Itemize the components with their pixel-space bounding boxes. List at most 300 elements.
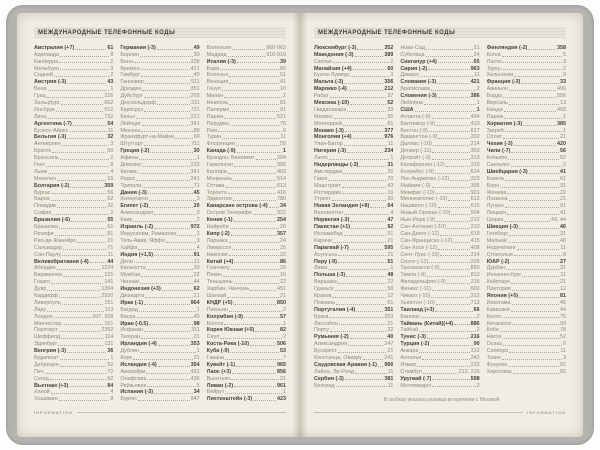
phone-code: 947 [190, 396, 200, 403]
place-name: Иран (-0,5) [120, 320, 149, 327]
phone-code: 43 [107, 79, 114, 86]
phone-code: 32 [107, 134, 114, 141]
city-code-row [34, 237, 113, 244]
dot-leader [62, 324, 103, 325]
dot-leader [348, 345, 383, 346]
place-name: Колумбия (-9) [206, 313, 243, 320]
dot-leader [225, 359, 282, 360]
place-name: Чехия (-3) [486, 141, 513, 148]
dot-leader [228, 56, 266, 57]
phone-code: 403 [276, 168, 286, 175]
phone-code: 963 [470, 65, 480, 72]
right-page-header-band [314, 27, 566, 38]
codes-column-3 [207, 44, 286, 402]
place-name: Тайвань (Китай)(+4) [400, 320, 453, 327]
phone-code: 389 [384, 51, 394, 58]
phone-code: 619 [470, 230, 480, 237]
phone-code: 11 [474, 72, 480, 79]
city-code-row [120, 175, 199, 182]
city-code-row [400, 347, 479, 354]
phone-code: 8 [110, 51, 114, 58]
city-code-row [314, 175, 393, 182]
phone-code: 323 [470, 175, 480, 182]
phone-code: 24 [279, 237, 286, 244]
place-name: Тунис (-3) [400, 334, 426, 341]
phone-code: 352 [384, 44, 394, 51]
phone-code: 850 [470, 265, 480, 272]
place-name: Пхеньян [206, 306, 228, 313]
place-name: Грац [34, 93, 46, 100]
city-code-row [34, 361, 113, 368]
place-name: Китай (+4) [206, 258, 234, 265]
city-code-row [314, 154, 393, 161]
dot-leader [426, 49, 473, 50]
dot-leader [158, 345, 190, 346]
phone-code: 52 [107, 196, 114, 203]
place-name: Зальцбург [34, 100, 60, 107]
place-name: Даллас (-10) [400, 141, 432, 148]
dot-leader [67, 352, 106, 353]
country-code-row [400, 306, 479, 313]
phone-code: 80 [279, 65, 286, 72]
place-name: Таллахасси (-9) [400, 265, 440, 272]
phone-code: 15 [107, 175, 114, 182]
place-name: Лима [314, 265, 328, 272]
phone-code: 241 [384, 354, 394, 361]
place-name: Олафсвик [120, 375, 146, 382]
city-code-row [400, 202, 479, 209]
dot-leader [230, 228, 279, 229]
place-name: Торонто [206, 189, 227, 196]
phone-code: 81 [559, 292, 566, 299]
phone-code: 210 [470, 224, 480, 231]
country-code-row [120, 251, 199, 258]
dot-leader [514, 255, 562, 256]
dot-leader [150, 152, 193, 153]
place-name: Загреб [486, 127, 504, 134]
place-name: Гавана [206, 354, 225, 361]
place-name: Лугано [486, 203, 504, 210]
dot-leader [52, 152, 106, 153]
city-code-row [120, 292, 199, 299]
country-code-row [207, 216, 286, 223]
dot-leader [157, 104, 190, 105]
place-name: Буэнос-Айрес [34, 127, 69, 134]
dot-leader [426, 56, 473, 57]
dot-leader [269, 207, 279, 208]
left-page-header-band [34, 27, 286, 38]
country-code-row [207, 258, 286, 265]
phone-code: 254 [276, 217, 286, 224]
place-name: Веллингтон [314, 210, 344, 217]
place-name: Базель [486, 175, 505, 182]
city-code-row [487, 230, 566, 237]
dot-leader [508, 366, 559, 367]
place-name: Бразилиа [34, 224, 59, 231]
place-name: Миннеаполис (-10) [400, 196, 448, 203]
dot-leader [51, 200, 107, 201]
place-name: Инсбрук [34, 106, 55, 113]
place-name: Кейптаун [486, 279, 510, 286]
country-code-row [314, 44, 393, 51]
phone-code: 1304 [101, 286, 114, 293]
dot-leader [250, 345, 276, 346]
place-name: Калифорния (-12) [400, 162, 445, 169]
city-code-row [34, 299, 113, 306]
dot-leader [423, 373, 458, 374]
phone-code: 30 [193, 51, 200, 58]
city-code-row [314, 168, 393, 175]
phone-code: 1 [196, 155, 200, 162]
phone-code: 33 [387, 106, 394, 113]
city-code-row [400, 251, 479, 258]
phone-code: 2 [562, 65, 566, 72]
city-code-row [314, 106, 393, 113]
phone-code: 21 [193, 354, 200, 361]
phone-code: 451 [276, 286, 286, 293]
dot-leader [348, 90, 384, 91]
place-name: Киото [486, 313, 502, 320]
dot-leader [344, 235, 387, 236]
phone-code: 905 [276, 162, 286, 169]
phone-code: 8 [562, 251, 566, 258]
place-name: Гамильтон [206, 162, 233, 169]
dot-leader [52, 193, 107, 194]
place-name: Кипр (-2) [206, 230, 230, 237]
phone-code: 21 [193, 334, 200, 341]
phone-code: 490 [556, 86, 566, 93]
phone-code: 421 [470, 79, 480, 86]
phone-code: 241 [190, 175, 200, 182]
dot-leader [346, 276, 386, 277]
city-code-row [487, 271, 566, 278]
dot-leader [351, 228, 386, 229]
phone-code: 7 [282, 354, 286, 361]
place-name: Лихтенштейн (-3) [206, 396, 253, 403]
phone-code: 55 [107, 217, 114, 224]
place-name: Карачи [314, 237, 332, 244]
phone-code: 12 [559, 286, 566, 293]
dot-leader [175, 138, 192, 139]
phone-code: 62 [193, 286, 200, 293]
phone-code: 202 [470, 134, 480, 141]
phone-code: 20 [279, 224, 286, 231]
dot-leader [134, 262, 193, 263]
place-name: Дамаск [400, 72, 419, 79]
place-name: Печ [34, 368, 44, 375]
place-name: КНДР (+5) [206, 299, 233, 306]
dot-leader [220, 69, 279, 70]
phone-code: 514 [276, 175, 286, 182]
city-code-row [487, 51, 566, 58]
place-name: Милан [206, 93, 224, 100]
phone-code: 385 [556, 120, 566, 127]
phone-code: 253 [384, 313, 394, 320]
city-code-row [400, 44, 479, 51]
phone-code: 86 [279, 258, 286, 265]
city-code-row [400, 271, 479, 278]
dot-leader [232, 373, 276, 374]
phone-code: 2 [110, 72, 114, 79]
dot-leader [503, 138, 559, 139]
dot-leader [62, 255, 107, 256]
country-code-row [207, 147, 286, 154]
dot-leader [134, 62, 190, 63]
dot-leader [507, 214, 559, 215]
place-name: Ресифи [34, 230, 54, 237]
country-code-row [120, 285, 199, 292]
dot-leader [509, 90, 556, 91]
dot-leader [347, 152, 383, 153]
place-name: Дебрецен [34, 361, 59, 368]
place-name: Кавасаки [486, 306, 510, 313]
left-page-columns [34, 44, 286, 402]
phone-code: 341 [190, 168, 200, 175]
dot-leader [433, 145, 470, 146]
dot-leader [334, 118, 387, 119]
phone-code: 2 [110, 210, 114, 217]
country-code-row [207, 347, 286, 354]
dot-leader [55, 235, 107, 236]
dot-leader [512, 324, 559, 325]
city-code-row [34, 99, 113, 106]
place-name: Бостон (-9) [400, 127, 428, 134]
city-code-row [207, 154, 286, 161]
place-name: Лахти [486, 58, 502, 65]
phone-code: 1 [196, 348, 200, 355]
dot-leader [511, 311, 559, 312]
dot-leader [505, 180, 559, 181]
place-name: Родос [120, 175, 136, 182]
place-name: Пловдив [34, 203, 56, 210]
city-code-row [314, 340, 393, 347]
phone-code: 615 [470, 203, 480, 210]
phone-code: 39 [279, 58, 286, 65]
place-name: Стокгольм [486, 251, 513, 258]
place-name: Дания (-3) [120, 189, 147, 196]
dot-leader [250, 290, 276, 291]
phone-code: 1 [390, 265, 394, 272]
dot-leader [513, 373, 559, 374]
dot-leader [328, 269, 389, 270]
dot-leader [57, 180, 106, 181]
country-code-row [34, 382, 113, 389]
place-name: Бирмингем [34, 272, 62, 279]
city-code-row [487, 368, 566, 375]
place-name: Финикс (-11) [400, 286, 432, 293]
phone-code: 141 [104, 279, 114, 286]
phone-code: 20 [279, 265, 286, 272]
place-name: Скопье [314, 58, 333, 65]
dot-leader [448, 200, 469, 201]
dot-leader [429, 262, 469, 263]
dot-leader [52, 214, 109, 215]
phone-code: 408 [470, 244, 480, 251]
place-name: Перуджа [206, 120, 229, 127]
dot-leader [58, 345, 103, 346]
city-code-row [400, 299, 479, 306]
place-name: Линц [34, 113, 47, 120]
city-code-row [487, 65, 566, 72]
dot-leader [45, 373, 107, 374]
place-name: Болгария (-2) [34, 182, 70, 189]
phone-code: 45 [193, 189, 200, 196]
phone-code: 11 [107, 251, 114, 258]
dot-leader [60, 366, 107, 367]
dot-leader [339, 324, 386, 325]
place-name: Брага [314, 313, 329, 320]
dot-leader [505, 131, 562, 132]
country-code-row [400, 375, 479, 382]
place-name: Парагвай (-7) [314, 244, 349, 251]
place-name: Домокос [120, 162, 142, 169]
city-code-row [120, 375, 199, 382]
city-code-row [120, 258, 199, 265]
country-code-row [120, 340, 199, 347]
place-name: Кобе [486, 327, 499, 334]
phone-code: 1224 [101, 265, 114, 272]
city-code-row [120, 51, 199, 58]
country-code-row [120, 202, 199, 209]
phone-code: 11 [387, 368, 394, 375]
phone-code: 436 [190, 375, 200, 382]
country-code-row [314, 306, 393, 313]
dot-leader [436, 221, 470, 222]
city-code-row [400, 140, 479, 147]
place-name: Абердин [34, 265, 56, 272]
country-code-row [314, 223, 393, 230]
dot-leader [244, 317, 279, 318]
dot-leader [353, 69, 387, 70]
phone-code: 10 [387, 189, 394, 196]
city-code-row [34, 251, 113, 258]
city-code-row [207, 99, 286, 106]
dot-leader [62, 304, 104, 305]
place-name: Сан-Паулу [34, 251, 61, 258]
country-code-row [120, 223, 199, 230]
codes-column-6 [487, 44, 566, 389]
dot-leader [514, 145, 556, 146]
country-code-row [314, 51, 393, 58]
dot-leader [415, 111, 476, 112]
city-code-row [120, 106, 199, 113]
phone-code: 2 [562, 162, 566, 169]
city-code-row [400, 209, 479, 216]
country-code-row [120, 361, 199, 368]
phone-code: 31 [559, 230, 566, 237]
dot-leader [60, 159, 110, 160]
city-code-row [34, 271, 113, 278]
place-name: Сирия (-2) [400, 65, 428, 72]
country-code-row [207, 230, 286, 237]
phone-code: 21 [193, 292, 200, 299]
dot-leader [233, 200, 276, 201]
dot-leader [435, 173, 470, 174]
phone-code: 11 [560, 272, 566, 279]
dot-leader [511, 166, 562, 167]
place-name: Бейрут [206, 389, 225, 396]
place-name: Копенгаген [120, 196, 149, 203]
phone-code: 21 [559, 279, 566, 286]
phone-code: 55 [387, 113, 394, 120]
dot-leader [61, 104, 103, 105]
dot-leader [329, 317, 383, 318]
dot-leader [136, 118, 189, 119]
city-code-row [400, 327, 479, 334]
phone-code: 22 [387, 327, 394, 334]
phone-code: 493 [556, 106, 566, 113]
dot-leader [51, 283, 103, 284]
city-code-row [487, 306, 566, 313]
dot-leader [47, 311, 103, 312]
phone-code: 20 [387, 168, 394, 175]
phone-code: 2 [282, 306, 286, 313]
city-code-row [34, 161, 113, 168]
phone-code: 81 [279, 100, 286, 107]
phone-code: 75 [559, 313, 566, 320]
phone-code: 21 [559, 196, 566, 203]
dot-leader [47, 97, 104, 98]
dot-leader [453, 242, 469, 243]
phone-code: 504 [470, 210, 480, 217]
dot-leader [509, 235, 559, 236]
place-name: Лиссабон [314, 320, 338, 327]
place-name: Бордо [486, 93, 503, 100]
place-name: Сплит [486, 134, 503, 141]
city-code-row [314, 382, 393, 389]
city-code-row [207, 278, 286, 285]
city-code-row [487, 209, 566, 216]
city-code-row [207, 113, 286, 120]
place-name: Майами (-9) [400, 182, 431, 189]
city-code-row [487, 161, 566, 168]
place-name: Суботица [400, 51, 425, 58]
place-name: Турция (-2) [400, 341, 430, 348]
phone-code: 58 [387, 286, 394, 293]
dot-leader [228, 193, 276, 194]
city-code-row [207, 389, 286, 396]
place-name: Ирак (-1) [120, 299, 144, 306]
place-name: Бургас [34, 189, 51, 196]
dot-leader [229, 104, 279, 105]
country-code-row [400, 333, 479, 340]
place-name: Хьюстон (-10) [400, 299, 435, 306]
country-code-row [120, 44, 199, 51]
phone-code: 34 [279, 203, 286, 210]
city-code-row [34, 333, 113, 340]
city-code-row [314, 189, 393, 196]
place-name: Варшава [314, 279, 337, 286]
city-code-row [207, 78, 286, 85]
phone-code: 51 [279, 72, 286, 79]
country-code-row [314, 202, 393, 209]
phone-code: 52 [107, 361, 114, 368]
dot-leader [236, 145, 279, 146]
dot-leader [54, 76, 109, 77]
city-code-row [487, 216, 566, 223]
dot-leader [229, 311, 282, 312]
city-code-row [400, 182, 479, 189]
city-code-row [120, 78, 199, 85]
dot-leader [330, 331, 386, 332]
dot-leader [61, 338, 104, 339]
dot-leader [154, 228, 190, 229]
place-name: Познань [314, 299, 336, 306]
place-name: Мехелен [34, 175, 57, 182]
city-code-row [314, 72, 393, 79]
country-code-row [120, 299, 199, 306]
place-name: Нигерия (-3) [314, 148, 347, 155]
